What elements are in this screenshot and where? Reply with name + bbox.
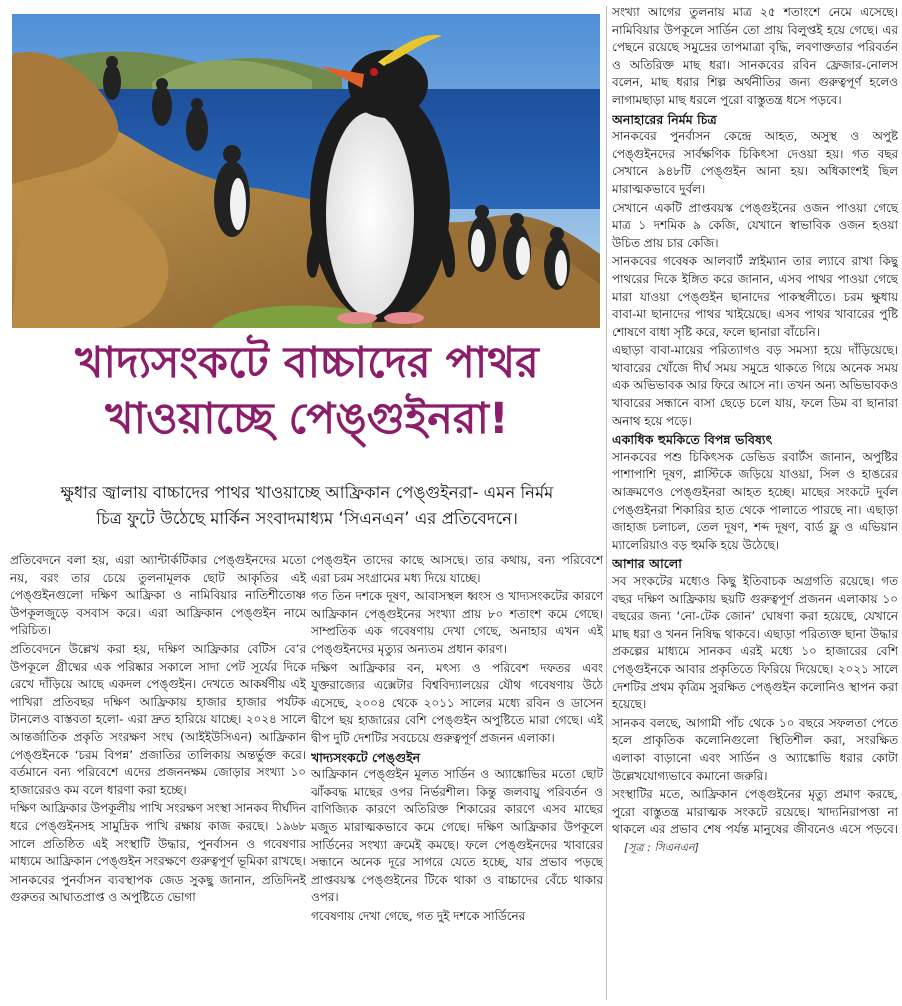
intro-deck bbox=[12, 480, 602, 532]
headline bbox=[12, 335, 602, 447]
article-column-1 bbox=[10, 552, 306, 1004]
paragraph: সংখ্যা আগের তুলনায় মাত্র ২৫ শতাংশে নেমে এসেছে। নামিবিয়ার উপকূলে সার্ডিন তো প্রায় বিলুপ্তই হয়ে গেছে। এর পেছনে রয়েছে সমুদ্রের তাপমাত্রা বৃদ্ধি, লবণাক্ততার পরিবর্তন ও অতিরিক্ত মাছ ধরা। সানকবের রবিন ফ্রেজার-নোলস বলেন, মাছ ধরার শিল্প অর্থনীতির জন্য গুরুত্বপূর্ণ হলেও লাগামছাড়া মাছ ধরলে পুরো বাস্তুতন্ত্র ধসে পড়বে। bbox=[612, 5, 898, 107]
paragraph: প্রতিবেদনে উল্লেখ করা হয়, দক্ষিণ আফ্রিকার বেটিস বে’র উপকূলে গ্রীষ্মের এক পরিষ্কার সকালে সাদা পেট সূর্যের দিকে রেখে দাঁড়িয়ে আছে একদল পেঙ্গুইন। দেখতে আকর্ষণীয় এই পাখিরা প্রতিবছর দক্ষিণ আফ্রিকায় হাজার হাজার পর্যটক টানলেও বাস্তবতা হলো- এরা দ্রুত হারিয়ে যাচ্ছে। ২০২৪ সালে আন্তর্জাতিক প্রকৃতি সংরক্ষণ সংঘ (আইইউসিএন) আফ্রিকান পেঙ্গুইনকে ‘চরম বিপন্ন’ প্রজাতির তালিকায় অন্তর্ভুক্ত করে। বর্তমানে বন্য পরিবেশে এদের প্রজননক্ষম জোড়ার সংখ্যা ১০ হাজারেরও কম বলে ধারণা করা হচ্ছে। bbox=[10, 641, 306, 797]
headline-line-1: খাদ্যসংকটে বাচ্চাদের পাথর bbox=[75, 338, 539, 388]
paragraph: গত তিন দশকে দূষণ, আবাসস্থল ধ্বংস ও খাদ্যসংকটের কারণে আফ্রিকান পেঙ্গুইনের সংখ্যা প্রায় ৮০ শতাংশ কমে গেছে। সাম্প্রতিক এক গবেষণায় দেখা গেছে, অনাহার এখন এই পেঙ্গুইনদের মৃত্যুর অন্যতম প্রধান কারণ। bbox=[311, 589, 603, 656]
subheading: একাধিক হুমকিতে বিপন্ন ভবিষ্যৎ bbox=[612, 432, 773, 448]
column-divider bbox=[606, 6, 607, 1000]
subheading: আশার আলো bbox=[612, 556, 682, 572]
paragraph: সব সংকটের মধ্যেও কিছু ইতিবাচক অগ্রগতি রয়েছে। গত বছর দক্ষিণ আফ্রিকায় ছয়টি গুরুত্বপূর্ণ প্রজনন এলাকায় ১০ বছরের জন্য ‘নো-টেক জোন’ ঘোষণা করা হয়েছে, যেখানে মাছ ধরা ও খনন নিষিদ্ধ থাকবে। এছাড়া পরিত্যক্ত ছানা উদ্ধার প্রকল্পের মাধ্যমে সানকব এরই মধ্যে ১০ হাজারের বেশি পেঙ্গুইনকে আবার প্রকৃতিতে ফিরিয়ে দিয়েছে। ২০২১ সালে দেশটির প্রথম কৃত্রিম সুরক্ষিত পেঙ্গুইন কলোনিও স্থাপন করা হয়েছে। bbox=[612, 574, 898, 712]
paragraph: সানকবের পুনর্বাসন ব্যবস্থাপক জেড সুকছু জানান, প্রতিদিনই গুরুতর আঘাতপ্রাপ্ত ও অপুষ্টিতে ভোগা bbox=[10, 872, 306, 905]
paragraph: সানকবের পুনর্বাসন কেন্দ্রে আহত, অসুস্থ ও অপুষ্ট পেঙ্গুইনদের সার্বক্ষণিক চিকিৎসা দেওয়া হয়। গত বছর সেখানে ৯৪৮টি পেঙ্গুইন আনা হয়। অধিকাংশই ছিল মারাত্মকভাবে দুর্বল। bbox=[612, 129, 898, 196]
paragraph: গবেষণায় দেখা গেছে, গত দুই দশকে সার্ডিনের bbox=[311, 908, 526, 923]
paragraph bbox=[612, 786, 898, 856]
subheading: অনাহারের নির্মম চিত্র bbox=[612, 111, 717, 127]
article-column-2 bbox=[311, 552, 603, 1004]
source-credit: [সূত্র : সিএনএন] bbox=[624, 840, 699, 854]
paragraph: সেখানে একটি প্রাপ্তবয়স্ক পেঙ্গুইনের ওজন পাওয়া গেছে মাত্র ১ দশমিক ৯ কেজি, যেখানে স্বাভাবিক ওজন হওয়া উচিত প্রায় চার কেজি। bbox=[612, 200, 898, 250]
subheading: খাদ্যসংকটে পেঙ্গুইন bbox=[311, 749, 421, 765]
penguin-photo-illustration bbox=[12, 14, 600, 328]
paragraph: সানকব বলছে, আগামী পাঁচ থেকে ১০ বছরে সফলতা পেতে হলে প্রাকৃতিক কলোনিগুলো স্থিতিশীল করা, সংরক্ষিত এলাকা বাড়ানো এবং সার্ডিন ও অ্যাঙ্কোভি ধরার কোটা উল্লেখযোগ্যভাবে কমানো জরুরি। bbox=[612, 715, 898, 783]
paragraph: দক্ষিণ আফ্রিকার উপকূলীয় পাখি সংরক্ষণ সংস্থা সানকব দীর্ঘদিন ধরে পেঙ্গুইনসহ সামুদ্রিক পাখি রক্ষায় কাজ করছে। ১৯৬৮ সালে প্রতিষ্ঠিত এই সংস্থাটি উদ্ধার, পুনর্বাসন ও গবেষণার মাধ্যমে আফ্রিকান পেঙ্গুইন সংরক্ষণে গুরুত্বপূর্ণ ভূমিকা রাখছে। bbox=[10, 801, 306, 869]
paragraph: এছাড়া বাবা-মায়ের পরিত্যাগও বড় সমস্যা হয়ে দাঁড়িয়েছে। খাবারের খোঁজে দীর্ঘ সময় সমুদ্রে থাকতে গিয়ে অনেক সময় এক অভিভাবক আর ফিরে আসে না। তখন অন্য অভিভাবকও খাবারের সন্ধানে বাসা ছেড়ে চলে যায়, ফলে ডিম বা ছানারা অনাথ হয়ে পড়ে। bbox=[612, 343, 898, 428]
paragraph: দক্ষিণ আফ্রিকার বন, মৎস্য ও পরিবেশ দফতর এবং যুক্তরাজ্যের এক্সেটার বিশ্ববিদ্যালয়ের যৌথ গবেষণায় উঠে এসেছে, ২০০৪ থেকে ২০১১ সালের মধ্যে রবিন ও ডাসেন দ্বীপে ছয় হাজারের বেশি পেঙ্গুইন অপুষ্টিতে মারা গেছে। এই দ্বীপ দুটি দেশটির সবচেয়ে গুরুত্বপূর্ণ প্রজনন এলাকা। bbox=[311, 660, 603, 745]
paragraph: প্রতিবেদনে বলা হয়, এরা অ্যান্টার্কটিকার পেঙ্গুইনদের মতো নয়, বরং তার চেয়ে তুলনামূলক ছোট আকৃতির এই পেঙ্গুইনগুলো দক্ষিণ আফ্রিকা ও নামিবিয়ার নাতিশীতোষ্ণ উপকূলজুড়ে বসবাস করে। এরা আফ্রিকান পেঙ্গুইন নামে পরিচিত। bbox=[10, 553, 306, 638]
article-column-3 bbox=[612, 4, 898, 1002]
paragraph: সানকবের পশু চিকিৎসক ডেভিড রবার্টস জানান, অপুষ্টির পাশাপাশি দূষণ, প্লাস্টিকে জড়িয়ে যাওয়া, সিল ও হাঙরের আক্রমণেও পেঙ্গুইনরা আহত হচ্ছে। মাছের সংকটে দুর্বল পেঙ্গুইনরা শিকারির হাত থেকে পালাতে পারছে না। এছাড়া জাহাজ চলাচল, তেল দূষণ, শব্দ দূষণ, বার্ড ফ্লু ও এভিয়ান ম্যালেরিয়াও বড় হুমকি হয়ে উঠেছে। bbox=[612, 449, 898, 552]
headline-line-2: খাওয়াচ্ছে পেঙ্গুইনরা! bbox=[105, 394, 509, 444]
paragraph-text: সংস্থাটির মতে, আফ্রিকান পেঙ্গুইনের মৃত্যু প্রমাণ করছে, পুরো বাস্তুতন্ত্র মারাত্মক সংকটে রয়েছে। খাদ্যনিরাপত্তা না থাকলে এর প্রভাব শেষ পর্যন্ত মানুষের জীবনেও এসে পড়বে। bbox=[612, 787, 898, 837]
intro-line-1: ক্ষুধার জ্বালায় বাচ্চাদের পাথর খাওয়াচ্ছে আফ্রিকান পেঙ্গুইনরা- এমন নির্মম bbox=[60, 483, 554, 502]
penguin-photo bbox=[12, 14, 600, 328]
intro-line-2: চিত্র ফুটে উঠেছে মার্কিন সংবাদমাধ্যম ‘সিএনএন’ এর প্রতিবেদনে। bbox=[96, 509, 518, 528]
paragraph: আফ্রিকান পেঙ্গুইন মূলত সার্ডিন ও অ্যাঙ্কোভির মতো ছোট ঝাঁকবদ্ধ মাছের ওপর নির্ভরশীল। কিন্তু জলবায়ু পরিবর্তন ও বাণিজ্যিক কারণে অতিরিক্ত শিকারের কারণে এসব মাছের মজুত মারাত্মকভাবে কমে গেছে। দক্ষিণ আফ্রিকার উপকূলে সার্ডিনের সংখ্যা ক্রমেই কমছে। ফলে পেঙ্গুইনদের খাবারের সন্ধানে অনেক দূরে সাগরে যেতে হচ্ছে, যার প্রভাব পড়ছে প্রাপ্তবয়স্ক পেঙ্গুইনের টিকে থাকা ও বাচ্চাদের বেঁচে থাকার ওপর। bbox=[311, 767, 603, 905]
paragraph: সানকবের গবেষক আলবার্ট স্নাইম্যান তার ল্যাবে রাখা কিছু পাথরের দিকে ইঙ্গিত করে জানান, এসব পাথর পাওয়া গেছে মারা যাওয়া পেঙ্গুইন ছানাদের পাকস্থলীতে। চরম ক্ষুধায় বাবা-মা ছানাদের পাথর খাইয়েছে। এসব পাথর খাবারের পুষ্টি শোষণে বাধা সৃষ্টি করে, ফলে ছানারা বাঁচেনি। bbox=[612, 254, 898, 339]
paragraph: পেঙ্গুইন তাদের কাছে আসছে। তার কথায়, বন্য পরিবেশে এরা চরম সংগ্রামের মধ্য দিয়ে যাচ্ছে। bbox=[311, 553, 603, 585]
